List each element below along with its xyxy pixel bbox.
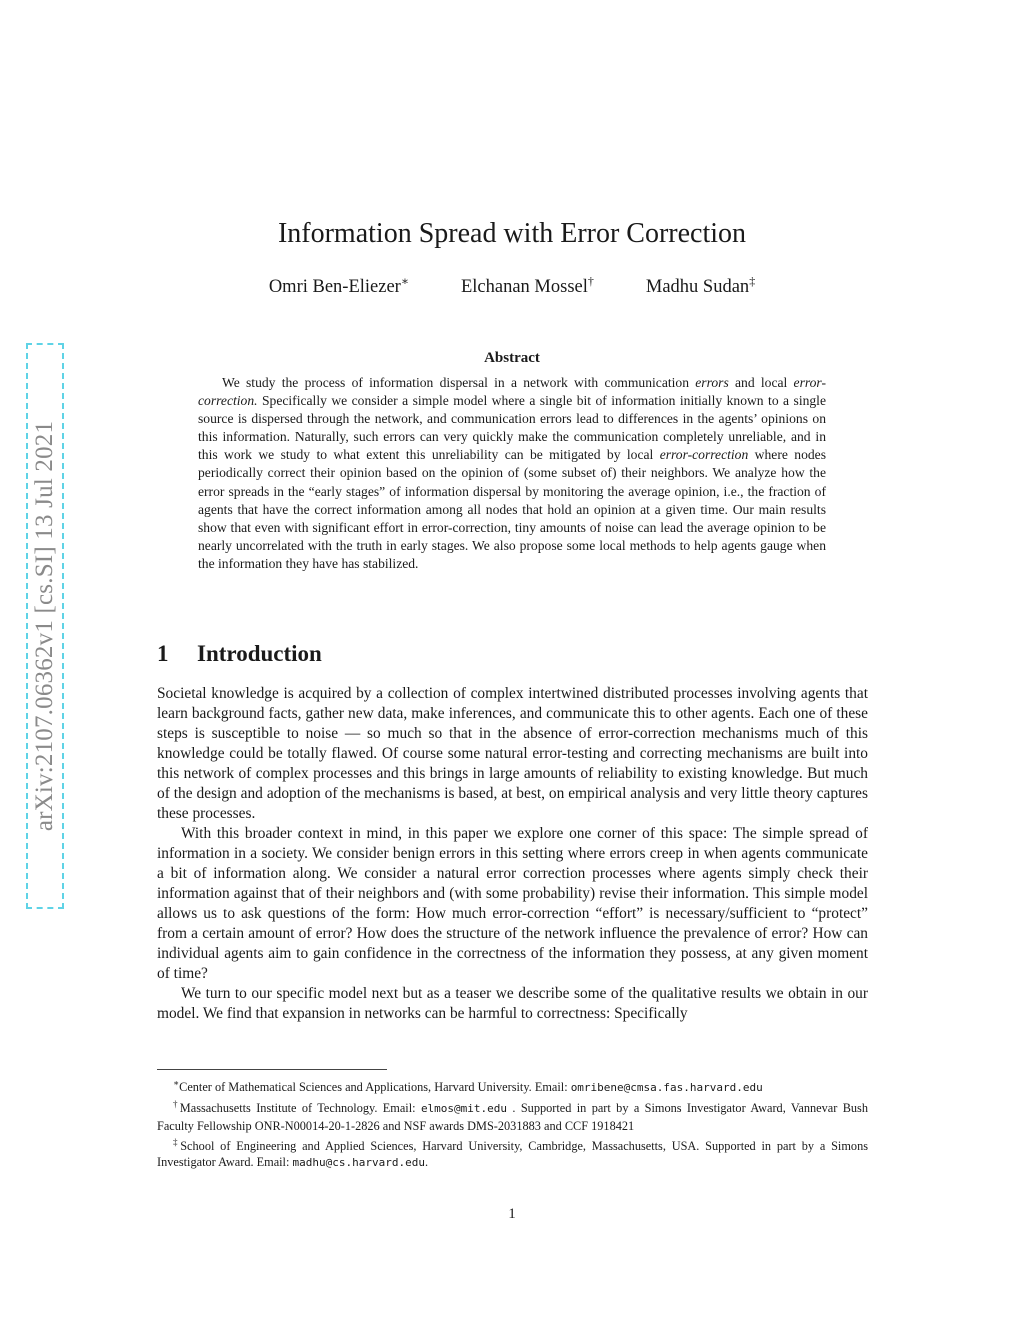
footnote: ∗Center of Mathematical Sciences and Applications, Harvard University. Email: omribene@cmsa.fas.harvard.edu (173, 1078, 763, 1095)
abstract-text: We study the process of information dispersal in a network with communication errors and local error-correction. Specifically we consider a simple model where a single bit of information initially known to a single source is dispersed through the network, and communication errors lead to differences in the agents’ opinions on this information. Naturally, such errors can very quickly make the communication completely unreliable, and in this work we study to what extent this unreliability can be mitigated by local error-correction where nodes periodically correct their opinion based on the opinion of (some subset of) their neighbors. We analyze how the error spreads in the “early stages” of information dispersal by monitoring the average opinion, i.e., the fraction of agents that have the correct information among all nodes that hold an opinion at a given time. Our main results show that even with significant effort in error-correction, tiny amounts of noise can lead the average opinion to be nearly uncorrelated with the truth in early stages. We also propose some local methods to help agents gauge when the information they have has stabilized. (198, 375, 826, 571)
emphasis: error-correction. (198, 375, 826, 409)
section-title: Introduction (197, 641, 322, 666)
section-body (157, 684, 868, 1024)
author (461, 274, 594, 298)
arxiv-stamp (26, 343, 64, 909)
footnote: ‡School of Engineering and Applied Sciences, Harvard University, Cambridge, Massachusetts, USA. Supported in part by a Simons Investigator Award. Email: madhu@cs.harvard.edu. (157, 1137, 868, 1170)
emphasis: errors (695, 375, 729, 390)
arxiv-id: arXiv:2107.06362v1 [cs.SI] 13 Jul 2021 (31, 420, 58, 832)
paragraph: Societal knowledge is acquired by a collection of complex intertwined distributed processes involving agents that learn background facts, gather new data, make inferences, and communicate this to other agents. Each one of these steps is susceptible to noise — so much so that in the absence of error-correction mechanisms much of this knowledge could be totally flawed. Of course some natural error-testing and correcting mechanisms are built into this network of complex processes and this brings in large amounts of reliability to existing knowledge. But much of the design and adoption of the mechanisms is based, at best, on empirical analysis and very little theory captures these processes. (157, 685, 868, 822)
author-name: Elchanan Mossel (460, 277, 588, 298)
page-number: 1 (508, 1206, 516, 1222)
section-heading (157, 641, 322, 667)
footnote-divider (157, 1069, 387, 1070)
author (269, 274, 409, 298)
paragraph: We turn to our specific model next but as a teaser we describe some of the qualitative results we obtain in our model. We find that expansion in networks can be harmful to correctness: Specifically (157, 985, 868, 1022)
emphasis: error-correction (659, 447, 749, 463)
author-mark: ‡ (749, 274, 756, 288)
footnote: †Massachusetts Institute of Technology. Email: elmos@mit.edu . Supported in part by a Simons Investigator Award, Vannevar Bush Faculty Fellowship ONR-N00014-20-1-2826 and NSF awards DMS-2031883 and CCF 1918421 (157, 1099, 868, 1133)
author-list (0, 274, 1024, 298)
section-number: 1 (157, 641, 169, 666)
paragraph: With this broader context in mind, in this paper we explore one corner of this space: The simple spread of information in a society. We consider benign errors in this setting where errors creep in when agents communicate a bit of information along. We consider a natural error correction processes where agents simply check their information against that of their neighbors and (with some probability) revise their information. This simple model allows us to ask questions of the form: How much error-correction “effort” is necessary/sufficient to “protect” from a certain amount of error? How does the structure of the network influence the prevalence of error? How can individual agents aim to gain confidence in the correctness of the information they possess, at any given moment of time? (157, 825, 868, 982)
author-name: Omri Ben-Eliezer (268, 277, 401, 298)
email-link[interactable]: madhu@cs.harvard.edu (292, 1156, 425, 1170)
author-mark: † (587, 274, 594, 288)
footnotes (157, 1075, 868, 1172)
author-mark: ∗ (400, 274, 409, 288)
email-link[interactable]: elmos@mit.edu (420, 1102, 508, 1116)
author (646, 274, 755, 298)
abstract-heading: Abstract (484, 350, 540, 366)
author-name: Madhu Sudan (645, 277, 750, 298)
paper-title: Information Spread with Error Correction (277, 218, 747, 249)
email-link[interactable]: omribene@cmsa.fas.harvard.edu (570, 1081, 763, 1095)
